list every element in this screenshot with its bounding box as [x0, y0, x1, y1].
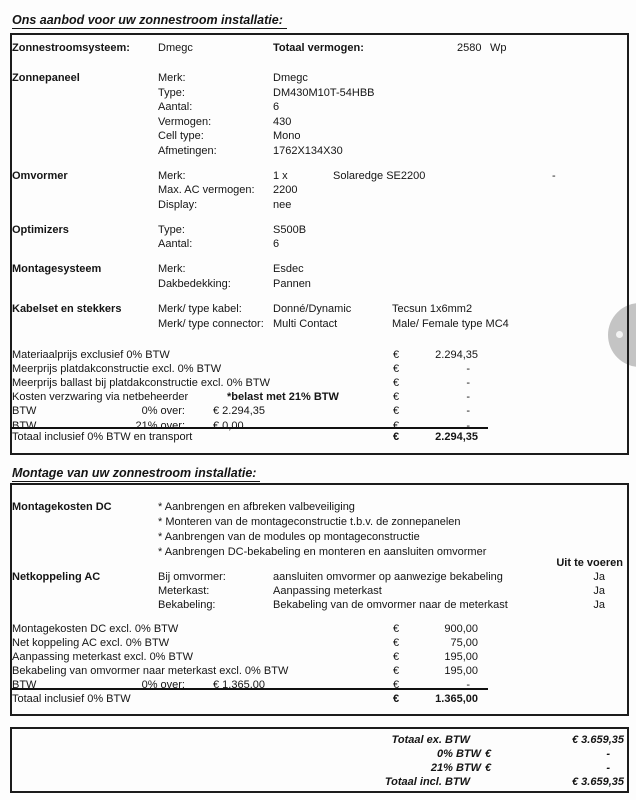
spec-extra: Male/ Female type MC4: [392, 318, 509, 330]
btw-base: € 1.365,00: [213, 679, 265, 691]
optimizers-row: [0, 224, 636, 239]
price-amount: -: [466, 420, 470, 432]
price-label: Aanpassing meterkast excl. 0% BTW: [12, 651, 193, 663]
price-row: [0, 377, 636, 392]
total-label: Totaal inclusief 0% BTW en transport: [12, 431, 193, 443]
grand-total-row: [0, 776, 636, 791]
montage-section-title: Montage van uw zonnestroom installatie:: [12, 466, 260, 482]
grand-total-row: [0, 748, 636, 763]
spec-value: 2200: [273, 184, 298, 196]
optimizers-row: [0, 238, 636, 253]
spec-value: Mono: [273, 130, 301, 142]
montage-dc-row: [0, 531, 636, 546]
price-label: Net koppeling AC excl. 0% BTW: [12, 637, 170, 649]
spec-value: DM430M10T-54HBB: [273, 87, 375, 99]
zonnepaneel-row: [0, 72, 636, 87]
spec-label: Aantal:: [158, 238, 193, 250]
total-label: Totaal inclusief 0% BTW: [12, 693, 131, 705]
spec-value: Dmegc: [273, 72, 308, 84]
price-amount: -: [466, 391, 470, 403]
montage-dc-row: [0, 516, 636, 531]
ac-description: Aanpassing meterkast: [273, 585, 382, 597]
grand-total-label: 0% BTW: [437, 748, 481, 760]
zonnepaneel-row: [0, 116, 636, 131]
price-amount: 195,00: [444, 651, 478, 663]
spec-label: Merk:: [158, 72, 186, 84]
grand-total-label: Totaal incl. BTW: [384, 776, 470, 788]
total-separator-line: [10, 427, 488, 429]
spec-value: S500B: [273, 224, 307, 236]
btw-row: [0, 679, 636, 694]
btw-base: € 0,00: [213, 420, 244, 432]
execute-column-header: Uit te voeren: [556, 557, 623, 569]
zonnepaneel-row: [0, 145, 636, 160]
spec-value: 6: [273, 101, 280, 113]
inverter-dash: -: [552, 170, 556, 182]
spec-label: Display:: [158, 199, 198, 211]
ac-description: aansluiten omvormer op aanwezige bekabeling: [273, 571, 503, 583]
system-value: Dmegc: [158, 42, 193, 54]
spec-label: Merk:: [158, 263, 186, 275]
btw-rate: 0% over:: [141, 679, 185, 691]
price-amount: 75,00: [450, 637, 478, 649]
price-label: Meerprijs ballast bij platdakconstructie excl. 0% BTW: [12, 377, 270, 389]
price-amount: -: [466, 363, 470, 375]
group-name: Montagekosten DC: [12, 501, 112, 513]
spec-label: Aantal:: [158, 101, 193, 113]
dc-task: * Monteren van de montageconstructie t.b.v. de zonnepanelen: [158, 516, 461, 528]
zonnepaneel-row: [0, 130, 636, 145]
price-label: Montagekosten DC excl. 0% BTW: [12, 623, 179, 635]
ac-row: [0, 585, 636, 600]
spec-value: Pannen: [273, 278, 311, 290]
spec-value: Donné/Dynamic: [273, 303, 352, 315]
dc-task: * Aanbrengen en afbreken valbeveiliging: [158, 501, 355, 513]
grand-total-amount: € 3.659,35: [572, 734, 624, 746]
price-label: BTW: [12, 679, 37, 691]
btw-row: [0, 405, 636, 420]
ac-row: [0, 599, 636, 614]
spec-extra: Tecsun 1x6mm2: [392, 303, 473, 315]
inverter-brand: Solaredge SE2200: [333, 170, 426, 182]
spec-label: Merk/ type connector:: [158, 318, 264, 330]
price-row: [0, 623, 636, 638]
spec-value: nee: [273, 199, 292, 211]
system-label: Zonnestroomsysteem:: [12, 42, 130, 54]
spec-value: 1762X134X30: [273, 145, 343, 157]
spec-value: 430: [273, 116, 292, 128]
total-power-label: Totaal vermogen:: [273, 42, 364, 54]
price-label: Meerprijs platdakconstructie excl. 0% BTW: [12, 363, 222, 375]
grand-total-amount: -: [606, 762, 610, 774]
euro-sign: €: [393, 420, 400, 432]
euro-sign: €: [393, 637, 400, 649]
ac-label: Meterkast:: [158, 585, 210, 597]
price-amount: 2.294,35: [435, 349, 478, 361]
grand-total-label: 21% BTW: [430, 762, 481, 774]
price-label: Bekabeling van omvormer naar meterkast excl. 0% BTW: [12, 665, 289, 677]
btw-rate: 21% over:: [135, 420, 185, 432]
price-row: [0, 651, 636, 666]
ac-description: Bekabeling van de omvormer naar de meterkast: [273, 599, 508, 611]
grand-total-row: [0, 762, 636, 777]
grand-total-row: [0, 734, 636, 749]
group-name: Zonnepaneel: [12, 72, 80, 84]
group-name: Kabelset en stekkers: [12, 303, 122, 315]
omvormer-row: [0, 199, 636, 214]
price-label: BTW: [12, 405, 37, 417]
euro-sign: €: [393, 651, 400, 663]
vat-note: *belast met 21% BTW: [227, 391, 339, 403]
price-label: BTW: [12, 420, 37, 432]
euro-sign: €: [393, 679, 400, 691]
spec-value: 6: [273, 238, 280, 250]
group-name: Optimizers: [12, 224, 69, 236]
group-name: Montagesysteem: [12, 263, 102, 275]
price-row: [0, 637, 636, 652]
price-row: [0, 665, 636, 680]
grand-total-label: Totaal ex. BTW: [391, 734, 470, 746]
total-power-value: 2580: [457, 42, 482, 54]
omvormer-row: [0, 184, 636, 199]
dc-task: * Aanbrengen DC-bekabeling en monteren en aansluiten omvormer: [158, 546, 487, 558]
price-amount: -: [466, 377, 470, 389]
spec-label: Max. AC vermogen:: [158, 184, 255, 196]
euro-sign: €: [393, 349, 400, 361]
euro-sign: €: [393, 391, 400, 403]
euro-sign: €: [393, 693, 400, 705]
ac-label: Bij omvormer:: [158, 571, 226, 583]
kabelset-row: [0, 318, 636, 333]
spec-label: Afmetingen:: [158, 145, 217, 157]
euro-sign: €: [393, 405, 400, 417]
price-label: Materiaalprijs exclusief 0% BTW: [12, 349, 170, 361]
spec-label: Merk:: [158, 170, 186, 182]
spec-label: Dakbedekking:: [158, 278, 231, 290]
offer-section-title: Ons aanbod voor uw zonnestroom installatie:: [12, 13, 287, 29]
euro-sign: €: [393, 431, 400, 443]
spec-value: Esdec: [273, 263, 304, 275]
spec-value: Multi Contact: [273, 318, 338, 330]
btw-base: € 2.294,35: [213, 405, 265, 417]
system-header-row: [0, 42, 636, 57]
execute-value: Ja: [593, 599, 605, 611]
price-row: [0, 391, 636, 406]
montagesysteem-row: [0, 263, 636, 278]
euro-sign: €: [393, 665, 400, 677]
total-amount: 2.294,35: [435, 431, 478, 443]
montagesysteem-row: [0, 278, 636, 293]
kabelset-row: [0, 303, 636, 318]
euro-sign: €: [485, 748, 492, 760]
price-amount: 195,00: [444, 665, 478, 677]
btw-rate: 0% over:: [141, 405, 185, 417]
execute-value: Ja: [593, 585, 605, 597]
euro-sign: €: [393, 623, 400, 635]
euro-sign: €: [393, 377, 400, 389]
spec-label: Type:: [158, 224, 185, 236]
execute-header-row: [0, 557, 636, 572]
grand-total-amount: € 3.659,35: [572, 776, 624, 788]
zonnepaneel-row: [0, 101, 636, 116]
spec-label: Cell type:: [158, 130, 204, 142]
offer-total-row: [0, 431, 636, 446]
ac-label: Bekabeling:: [158, 599, 216, 611]
total-separator-line: [10, 688, 488, 690]
price-row: [0, 349, 636, 364]
price-amount: 900,00: [444, 623, 478, 635]
spec-value: 1 x: [273, 170, 288, 182]
euro-sign: €: [485, 762, 492, 774]
montage-total-row: [0, 693, 636, 708]
spec-label: Type:: [158, 87, 185, 99]
total-power-unit: Wp: [490, 42, 507, 54]
price-row: [0, 363, 636, 378]
montage-dc-row: [0, 501, 636, 516]
total-amount: 1.365,00: [435, 693, 478, 705]
ac-row: [0, 571, 636, 586]
spec-label: Vermogen:: [158, 116, 212, 128]
grand-total-amount: -: [606, 748, 610, 760]
group-name: Omvormer: [12, 170, 68, 182]
dc-task: * Aanbrengen van de modules op montageconstructie: [158, 531, 420, 543]
price-label: Kosten verzwaring via netbeheerder: [12, 391, 189, 403]
price-amount: -: [466, 679, 470, 691]
euro-sign: €: [393, 363, 400, 375]
omvormer-row: [0, 170, 636, 185]
group-name: Netkoppeling AC: [12, 571, 101, 583]
price-amount: -: [466, 405, 470, 417]
zonnepaneel-row: [0, 87, 636, 102]
spec-label: Merk/ type kabel:: [158, 303, 242, 315]
execute-value: Ja: [593, 571, 605, 583]
